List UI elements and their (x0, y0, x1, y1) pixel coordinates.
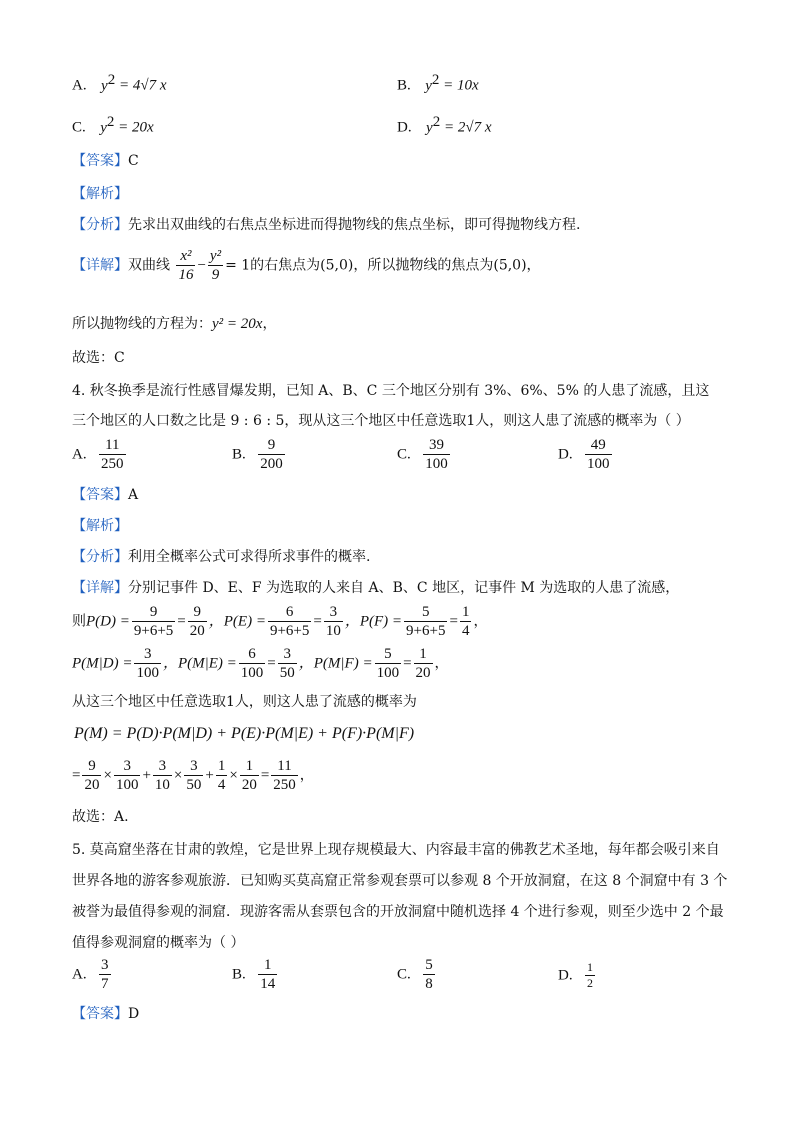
fraction: $\frac{1}{20}$ (241, 758, 257, 793)
fraction: $\frac{3}{10}$ (154, 758, 170, 793)
q5-option-b: B. $\frac{1}{14}$ (232, 957, 276, 992)
q5-option-a: A. $\frac{3}{7}$ (72, 957, 109, 992)
fraction: $\frac{\text{y²}}{9}$ (209, 248, 222, 283)
q3-fenxi: 【分析】先求出双曲线的右焦点坐标进而得抛物线的焦点坐标，即可得抛物线方程. (72, 217, 581, 233)
fraction: $\frac{3}{7}$ (101, 957, 109, 992)
q4-xiangjie: 【详解】分别记事件 D、E、F 为选取的人来自 A、B、C 地区，记事件 M 为选取的人患了流感， (72, 580, 680, 596)
fraction: $\frac{11}{250}$ (273, 758, 296, 793)
fraction: $\frac{1}{4}$ (461, 604, 470, 639)
q5-option-c: C. $\frac{5}{8}$ (397, 957, 433, 992)
fraction: $\frac{9}{20}$ (84, 758, 100, 793)
q4-fenxi: 【分析】利用全概率公式可求得所求事件的概率. (72, 549, 371, 565)
fraction: $\frac{3}{50}$ (279, 646, 295, 681)
q3-option-b: B. $y^2 = 10x$ (397, 72, 479, 94)
q5-stem-line4: 值得参观洞窟的概率为（ ） (72, 935, 245, 951)
fraction: $\frac{3}{50}$ (186, 758, 202, 793)
fraction: $\frac{1}{20}$ (415, 646, 431, 681)
fraction: $\frac{9}{9+6+5}$ (133, 604, 174, 639)
fraction: $\frac{6}{100}$ (240, 646, 264, 681)
q3-xiangjie: 【详解】双曲线 $\frac{\text{x²}}{16}$ − $\frac{\text{y²}}{9}$ = 1的右焦点为(5,0)，所以抛物线的焦点为(5,0)， (72, 248, 541, 283)
fraction: $\frac{5}{8}$ (425, 957, 433, 992)
fraction: $\frac{3}{100}$ (136, 646, 159, 681)
q4-eq2: P(M|D) = $\frac{3}{100}$ ，P(M|E) = $\frac{6}{100}$ = $\frac{3}{50}$ ，P(M|F) = $\frac{5}{100}$ = $\frac{1}{20}$ ， (72, 646, 449, 681)
q4-option-a: A. $\frac{11}{250}$ (72, 437, 124, 472)
q3-option-a: A. $y^2 = 4√7$ x (72, 72, 167, 94)
fraction: $\frac{3}{100}$ (115, 758, 139, 793)
q4-stem-line1: 4. 秋冬换季是流行性感冒爆发期，已知 A、B、C 三个地区分别有 3%、6%、5% 的人患了流感，且这 (72, 383, 710, 399)
fraction: $\frac{11}{250}$ (101, 437, 124, 472)
q4-answer: 【答案】A (72, 487, 139, 503)
fraction: $\frac{1}{14}$ (260, 957, 276, 992)
q3-answer: 【答案】C (72, 153, 139, 169)
q4-option-d: D. $\frac{49}{100}$ (558, 437, 610, 472)
q5-stem-line2: 世界各地的游客参观旅游．已知购买莫高窟正常参观套票可以参观 8 个开放洞窟，在这 8 个洞窟中有 3 个 (72, 873, 728, 889)
fraction: $\frac{1}{2}$ (587, 960, 594, 990)
q4-eq3: P(M) = P(D)·P(M|D) + P(E)·P(M|E) + P(F)·P(M|F) (74, 725, 415, 742)
q4-stem-line2: 三个地区的人口数之比是 9 : 6 : 5，现从这三个地区中任意选取1人，则这人患了流感的概率为（ ） (72, 413, 690, 429)
q4-eq4: = $\frac{9}{20}$ × $\frac{3}{100}$ + $\frac{3}{10}$ × $\frac{3}{50}$ + $\frac{1}{4}$ × $\frac{1}{20}$ = $\frac{11}{250}$ ， (72, 758, 314, 793)
fraction: $\frac{6}{9+6+5}$ (269, 604, 310, 639)
fraction: $\frac{5}{9+6+5}$ (406, 604, 446, 639)
q5-stem-line3: 被誉为最值得参观的洞窟．现游客需从套票包含的开放洞窟中随机选择 4 个进行参观，则至少选中 2 个最 (72, 904, 724, 920)
fraction: $\frac{\text{x²}}{16}$ (178, 248, 194, 283)
q4-option-b: B. $\frac{9}{200}$ (232, 437, 283, 472)
q3-option-d: D. $y^2 = 2√7$ x (397, 114, 492, 136)
fraction: $\frac{9}{20}$ (189, 604, 205, 639)
fraction: $\frac{9}{200}$ (260, 437, 283, 472)
q4-line-from: 从这三个地区中任意选取1人，则这人患了流感的概率为 (72, 694, 417, 710)
q3-choose: 故选：C (72, 350, 125, 366)
q4-eq1: 则P(D) = $\frac{9}{9+6+5}$ = $\frac{9}{20}$ ，P(E) = $\frac{6}{9+6+5}$ = $\frac{3}{10}$ ，P(F) = $\frac{5}{9+6+5}$ = $\frac{1}{4}$ ， (72, 604, 488, 639)
fraction: $\frac{1}{4}$ (217, 758, 226, 793)
q3-option-c: C. $y^2 = 20x$ (72, 114, 154, 136)
q5-option-d: D. $\frac{1}{2}$ (558, 960, 594, 990)
fraction: $\frac{5}{100}$ (376, 646, 400, 681)
q4-analysis-tag: 【解析】 (72, 518, 128, 534)
q3-analysis-tag: 【解析】 (72, 186, 128, 202)
fraction: $\frac{49}{100}$ (587, 437, 610, 472)
q5-answer: 【答案】D (72, 1006, 140, 1022)
fraction: $\frac{3}{10}$ (325, 604, 341, 639)
q4-choose: 故选：A. (72, 809, 129, 825)
fraction: $\frac{39}{100}$ (425, 437, 448, 472)
q5-stem-line1: 5. 莫高窟坐落在甘肃的敦煌，它是世界上现存规模最大、内容最丰富的佛教艺术圣地，每年都会吸引来自 (72, 842, 720, 858)
q4-option-c: C. $\frac{39}{100}$ (397, 437, 448, 472)
q3-line2: 所以抛物线的方程为：y² = 20x， (72, 316, 277, 332)
